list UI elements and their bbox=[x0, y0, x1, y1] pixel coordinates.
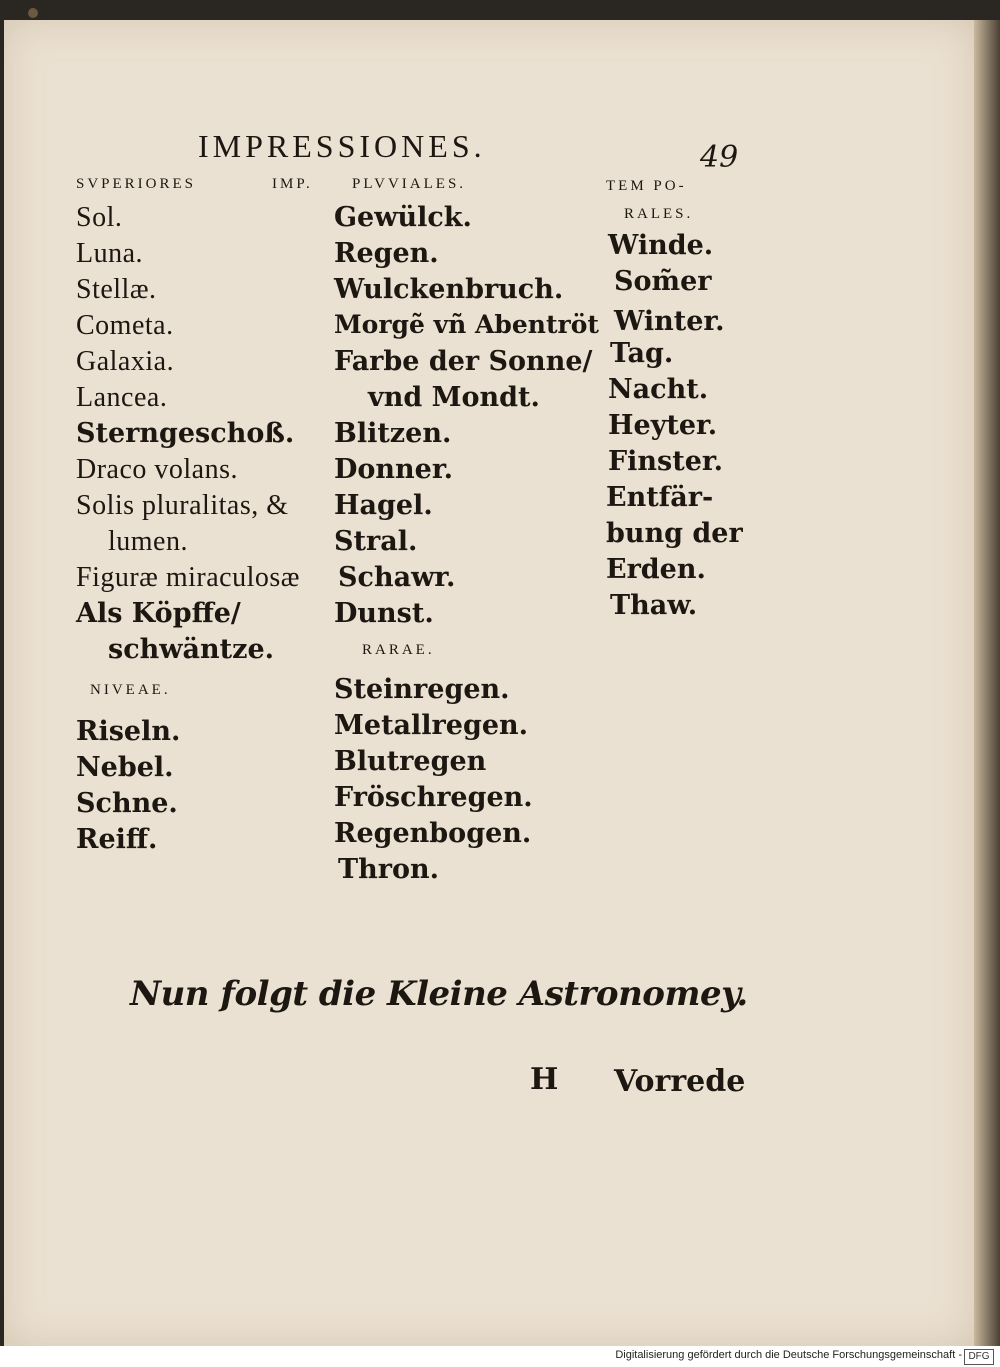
header-temporales-1: TEM PO- bbox=[606, 178, 687, 194]
superiores-item: schwäntze. bbox=[108, 634, 275, 665]
rarae-item: Metallregen. bbox=[334, 710, 529, 741]
superiores-item: Solis pluralitas, & bbox=[76, 490, 289, 521]
temporales-item: Tag. bbox=[610, 338, 674, 369]
niveae-item: Riseln. bbox=[76, 716, 181, 747]
closing-line: Nun folgt die Kleine Astronomey. bbox=[130, 974, 748, 1014]
page-heading: IMPRESSIONES. bbox=[198, 128, 486, 164]
temporales-item: Som̃er bbox=[614, 266, 712, 297]
superiores-item: Draco volans. bbox=[76, 454, 239, 485]
digitization-footer bbox=[0, 1346, 1000, 1367]
catchword-signature: H bbox=[530, 1062, 559, 1097]
header-imp: IMP. bbox=[272, 176, 313, 192]
pluviales-item: Blitzen. bbox=[334, 418, 452, 449]
pluviales-item: Hagel. bbox=[334, 490, 433, 521]
catchword: Vorrede bbox=[614, 1064, 746, 1099]
superiores-item: Galaxia. bbox=[76, 346, 175, 377]
pluviales-item: Dunst. bbox=[334, 598, 434, 629]
rarae-item: Blutregen bbox=[334, 746, 487, 777]
temporales-item: Nacht. bbox=[608, 374, 709, 405]
footer-credit: Digitalisierung gefördert durch die Deutsche Forschungsgemeinschaft - bbox=[615, 1349, 962, 1361]
superiores-item: Lancea. bbox=[76, 382, 168, 413]
temporales-item: Entfär- bbox=[606, 482, 714, 513]
header-superiores: SVPERIORES bbox=[76, 176, 197, 192]
temporales-item: Winde. bbox=[608, 230, 714, 261]
pluviales-item: Wulckenbruch. bbox=[334, 274, 564, 305]
temporales-item: Winter. bbox=[614, 306, 725, 337]
niveae-item: Nebel. bbox=[76, 752, 174, 783]
header-temporales-2: RALES. bbox=[624, 206, 694, 222]
superiores-item: Als Köpffe/ bbox=[76, 598, 241, 629]
header-pluviales: PLVVIALES. bbox=[352, 176, 467, 192]
rarae-item: Thron. bbox=[338, 854, 439, 885]
superiores-item: lumen. bbox=[108, 526, 188, 557]
page-corner-mark bbox=[28, 8, 38, 18]
pluviales-item: Morgẽ vñ Abentröt bbox=[334, 310, 599, 339]
superiores-item: Sterngeschoß. bbox=[76, 418, 295, 449]
superiores-item: Luna. bbox=[76, 238, 144, 269]
rarae-item: Regenbogen. bbox=[334, 818, 532, 849]
superiores-item: Cometa. bbox=[76, 310, 174, 341]
niveae-item: Reiff. bbox=[76, 824, 158, 855]
temporales-item: Thaw. bbox=[610, 590, 698, 621]
temporales-item: Erden. bbox=[606, 554, 706, 585]
pluviales-item: vnd Mondt. bbox=[368, 382, 540, 413]
pluviales-item: Donner. bbox=[334, 454, 454, 485]
page-number: 49 bbox=[700, 140, 739, 175]
pluviales-item: Regen. bbox=[334, 238, 439, 269]
header-niveae: NIVEAE. bbox=[90, 682, 171, 698]
pluviales-item: Schawr. bbox=[338, 562, 456, 593]
rarae-item: Steinregen. bbox=[334, 674, 510, 705]
header-rarae: RARAE. bbox=[362, 642, 435, 658]
niveae-item: Schne. bbox=[76, 788, 178, 819]
pluviales-item: Stral. bbox=[334, 526, 418, 557]
superiores-item: Stellæ. bbox=[76, 274, 157, 305]
temporales-item: Finster. bbox=[608, 446, 724, 477]
pluviales-item: Farbe der Sonne/ bbox=[334, 346, 593, 377]
pluviales-item: Gewülck. bbox=[334, 202, 472, 233]
temporales-item: bung der bbox=[606, 518, 743, 549]
superiores-item: Sol. bbox=[76, 202, 123, 233]
page-binding-edge bbox=[974, 20, 1000, 1346]
rarae-item: Fröschregen. bbox=[334, 782, 533, 813]
superiores-item: Figuræ miraculosæ bbox=[76, 562, 300, 593]
temporales-item: Heyter. bbox=[608, 410, 718, 441]
dfg-logo: DFG bbox=[964, 1349, 994, 1365]
